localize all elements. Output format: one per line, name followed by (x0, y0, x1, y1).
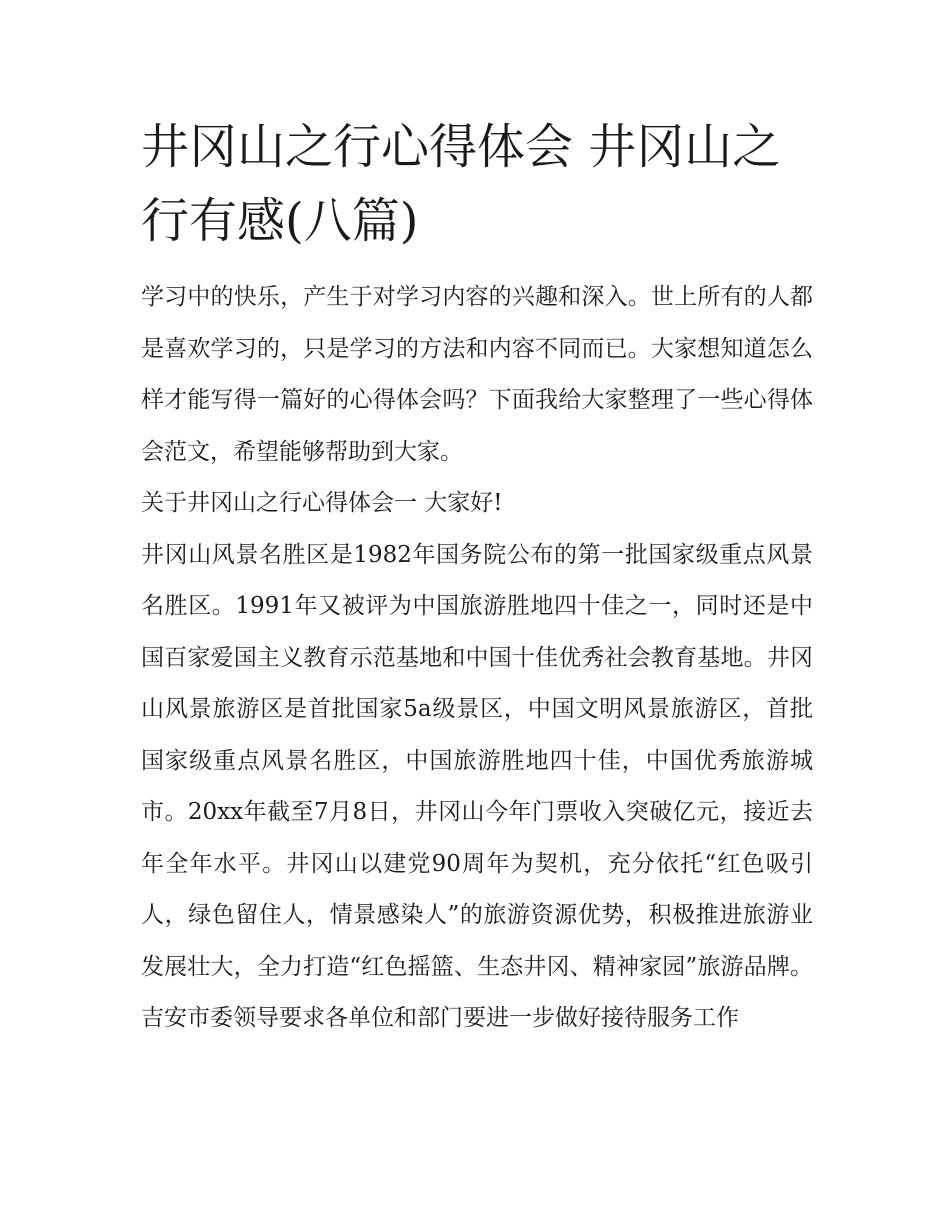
body-paragraph: 井冈山风景名胜区是1982年国务院公布的第一批国家级重点风景名胜区。1991年又被评为中国旅游胜地四十佳之一，同时还是中国百家爱国主义教育示范基地和中国十佳优秀社会教育基地。井冈山风景旅游区是首批国家5a级景区，中国文明风景旅游区，首批国家级重点风景名胜区，中国旅游胜地四十佳，中国优秀旅游城市。20xx年截至7月8日，井冈山今年门票收入突破亿元，接近去年全年水平。井冈山以建党90周年为契机，充分依托“红色吸引人，绿色留住人，情景感染人”的旅游资源优势，积极推进旅游业发展壮大，全力打造“红色摇篮、生态井冈、精神家园”旅游品牌。吉安市委领导要求各单位和部门要进一步做好接待服务工作 (141, 541, 813, 1031)
document-title: 井冈山之行心得体会 井冈山之行有感(八篇) (141, 119, 781, 249)
intro-paragraph: 学习中的快乐，产生于对学习内容的兴趣和深入。世上所有的人都是喜欢学习的，只是学习的方法和内容不同而已。大家想知道怎么样才能写得一篇好的心得体会吗？下面我给大家整理了一些心得体会范文，希望能够帮助到大家。 (141, 284, 813, 465)
section-heading: 关于井冈山之行心得体会一 大家好! (141, 490, 503, 516)
document-content (141, 110, 813, 1045)
